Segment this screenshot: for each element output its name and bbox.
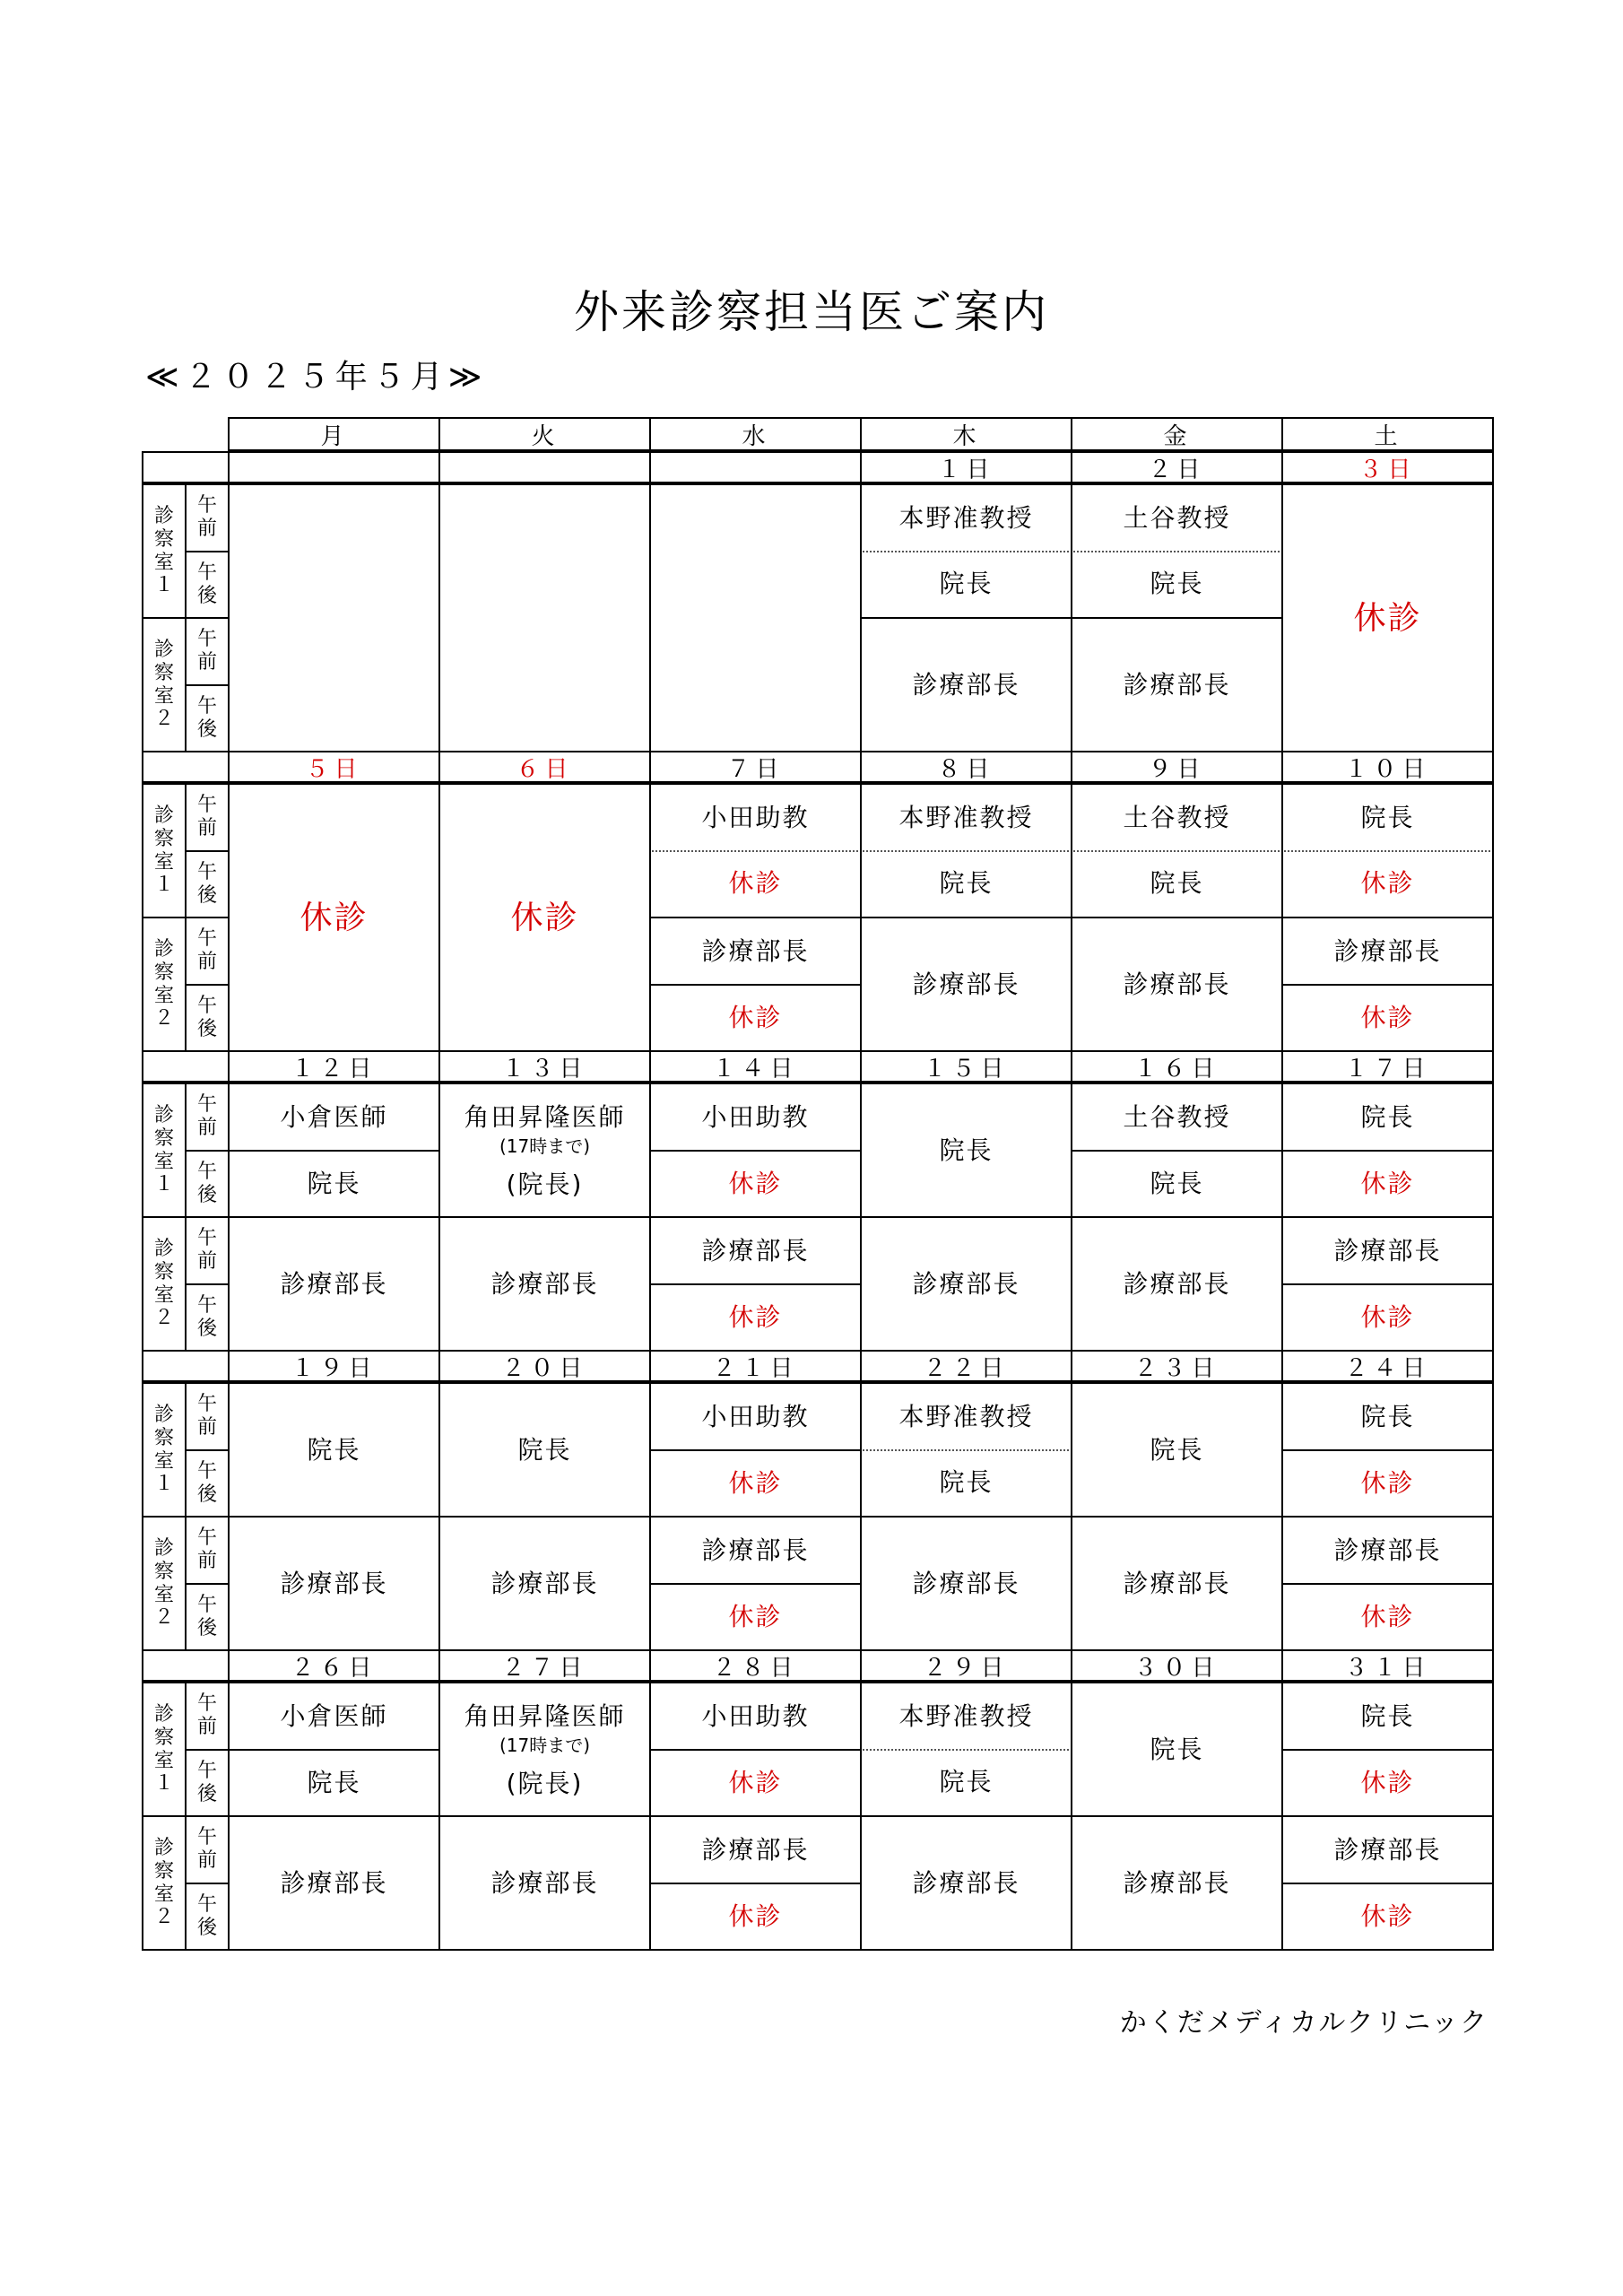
weekday-header [438,417,651,451]
room-label [142,483,187,619]
schedule-slot [860,617,1072,752]
schedule-slot [649,1749,862,1818]
date-cell [228,451,440,483]
slot-content [464,1700,625,1799]
schedule-slot [228,1083,440,1152]
doctor-name: 診療部長 [490,1269,599,1299]
date-label: １３日 [501,1055,588,1083]
period-label-text: 午前 [197,1093,218,1140]
schedule-slot [860,483,1072,552]
date-cell [1071,1050,1283,1083]
closed-label: 休診 [728,1901,783,1932]
clinic-name: かくだメディカルクリニック [1119,2007,1488,2039]
period-label-text: 午後 [197,1160,218,1206]
date-cell [228,1050,440,1083]
date-label: ５日 [305,755,363,783]
date-cell [438,1050,651,1083]
schedule-slot [1281,1815,1494,1884]
period-label-text: 午前 [197,1393,218,1439]
period-label [185,1682,230,1751]
date-label: ３日 [1358,456,1417,483]
closed-label: 休診 [1360,1302,1415,1333]
schedule-slot [649,1682,862,1751]
period-label-text: 午前 [197,794,218,840]
doctor-name: 院長 [1360,1101,1415,1132]
date-cell [228,751,440,783]
schedule-slot [649,783,862,852]
doctor-name: 診療部長 [280,1569,388,1598]
doctor-name: 診療部長 [490,1868,599,1898]
schedule-slot [860,1216,1072,1352]
date-label: ２０日 [501,1354,588,1382]
schedule-slot [1071,1815,1283,1951]
period-label-text: 午後 [197,860,218,907]
closed-label: 休診 [728,1003,783,1033]
doctor-name: 診療部長 [1123,970,1231,999]
weekday-header [860,417,1072,451]
time-note: (17時まで) [499,1135,591,1157]
date-cell [228,1350,440,1382]
date-row-spacer [142,1350,230,1382]
schedule-slot [1071,1682,1283,1817]
schedule-slot [228,1216,440,1352]
period-label [185,1449,230,1518]
weekday-header [649,417,862,451]
doctor-name: 診療部長 [280,1868,388,1898]
date-cell [438,451,651,483]
doctor-name: 本野准教授 [898,1401,1034,1431]
doctor-extra: (院長) [506,1169,584,1199]
period-label [185,1150,230,1219]
weekday-label: 火 [531,422,559,450]
doctor-name: 角田昇隆医師 [464,1101,626,1132]
closed-label: 休診 [728,1169,783,1199]
schedule-slot [1071,1150,1283,1219]
date-label: ７日 [726,755,785,783]
date-cell [438,751,651,783]
date-label: １０日 [1344,755,1431,783]
doctor-name: 診療部長 [1123,670,1231,700]
schedule-slot [860,850,1072,919]
weekday-label: 月 [320,422,348,450]
date-row-spacer [142,1649,230,1682]
period-label [185,1382,230,1451]
schedule-slot [1281,1150,1494,1219]
date-cell [860,1350,1072,1382]
schedule-slot [649,1216,862,1285]
date-label: １日 [937,456,995,483]
period-label [185,984,230,1053]
doctor-name: 診療部長 [1333,935,1442,966]
closed-label: 休診 [1360,1003,1415,1033]
schedule-slot [860,1682,1072,1751]
date-cell [860,1649,1072,1682]
closed-label: 休診 [510,899,579,936]
date-label: １６日 [1133,1055,1220,1083]
date-row-spacer [142,751,230,783]
schedule-slot [1281,850,1494,919]
date-cell [860,1050,1072,1083]
date-cell [438,1350,651,1382]
date-label: ２６日 [291,1654,378,1682]
period-label [185,1283,230,1352]
schedule-slot [438,1083,651,1218]
schedule-slot [228,1382,440,1518]
page-title: 外来診察担当医ご案内 [574,286,1049,338]
period-label [185,1583,230,1652]
schedule-slot [1281,1083,1494,1152]
doctor-name: 院長 [307,1169,361,1199]
schedule-slot [1281,783,1494,852]
schedule-slot [1281,1216,1494,1285]
doctor-name: 診療部長 [701,935,810,966]
month-label: ≪２０２５年５月≫ [145,359,488,396]
closed-label: 休診 [728,1768,783,1798]
date-label: ２２日 [923,1354,1010,1382]
doctor-name: 院長 [1150,1435,1204,1465]
period-label-text: 午後 [197,1459,218,1506]
doctor-name: 診療部長 [1333,1235,1442,1265]
date-cell [649,1350,862,1382]
doctor-name: 院長 [307,1435,361,1465]
doctor-name: 院長 [1360,1401,1415,1431]
date-cell [1281,451,1494,483]
closed-label: 休診 [728,1302,783,1333]
schedule-slot [860,1083,1072,1218]
schedule-slot [1281,984,1494,1053]
schedule-slot [1071,1083,1283,1152]
doctor-name: 院長 [1150,1169,1204,1199]
closed-label: 休診 [1360,1768,1415,1798]
room-label-text: 診察室１ [154,504,175,597]
schedule-slot [649,850,862,919]
schedule-slot [649,1150,862,1219]
doctor-name: 土谷教授 [1123,1101,1231,1132]
doctor-name: 診療部長 [280,1269,388,1299]
period-label-text: 午前 [197,927,218,974]
schedule-slot [1071,1516,1283,1651]
room-label-text: 診察室１ [154,804,175,897]
date-cell [1281,751,1494,783]
closed-label: 休診 [299,899,369,936]
date-label: １５日 [923,1055,1010,1083]
schedule-slot [1071,483,1283,552]
doctor-name: 院長 [1150,868,1204,899]
weekday-label: 水 [742,422,769,450]
period-label [185,1216,230,1285]
doctor-name: 小田助教 [701,802,810,832]
weekday-label: 木 [952,422,980,450]
doctor-name: 診療部長 [1123,1269,1231,1299]
date-cell [860,451,1072,483]
closed-label: 休診 [1360,1468,1415,1499]
period-label-text: 午前 [197,1526,218,1573]
schedule-slot [1281,1449,1494,1518]
schedule-slot [649,1083,862,1152]
date-cell [228,1649,440,1682]
schedule-slot [649,1583,862,1652]
doctor-name: 院長 [939,1467,994,1498]
date-cell [649,1050,862,1083]
schedule-slot [438,1815,651,1951]
doctor-name: 角田昇隆医師 [464,1700,626,1731]
date-label: ２９日 [923,1654,1010,1682]
schedule-slot [649,1815,862,1884]
date-label: ３１日 [1344,1654,1431,1682]
schedule-slot [438,483,651,752]
period-label [185,1815,230,1884]
schedule-slot [1071,617,1283,752]
schedule-slot [860,1449,1072,1518]
date-label: ３０日 [1133,1654,1220,1682]
date-cell [1281,1050,1494,1083]
schedule-slot [1281,1749,1494,1818]
schedule-slot [860,1516,1072,1651]
room-label [142,1815,187,1951]
doctor-name: 小田助教 [701,1401,810,1431]
doctor-name: 土谷教授 [1123,802,1231,832]
date-label: １９日 [291,1354,378,1382]
period-label-text: 午後 [197,1892,218,1939]
period-label-text: 午後 [197,994,218,1040]
schedule-slot [228,483,440,752]
closed-label: 休診 [1360,868,1415,899]
schedule-slot [860,551,1072,620]
weekday-header [1071,417,1283,451]
doctor-name: 院長 [1360,1700,1415,1731]
closed-label: 休診 [1360,1901,1415,1932]
schedule-slot [438,1216,651,1352]
date-label: ２１日 [712,1354,799,1382]
date-cell [438,1649,651,1682]
schedule-slot [1071,783,1283,852]
schedule-slot [228,1815,440,1951]
schedule-slot [649,1449,862,1518]
closed-label: 休診 [1353,599,1422,637]
schedule-slot [1281,1583,1494,1652]
doctor-extra: (院長) [506,1768,584,1798]
room-label [142,917,187,1052]
doctor-name: 小田助教 [701,1101,810,1132]
doctor-name: 院長 [307,1768,361,1798]
weekday-header [1281,417,1494,451]
weekday-header [228,417,440,451]
period-label-text: 午前 [197,1826,218,1873]
room-label-text: 診察室１ [154,1403,175,1496]
closed-label: 休診 [728,1468,783,1499]
closed-label: 休診 [1360,1169,1415,1199]
doctor-name: 院長 [1150,1735,1204,1764]
schedule-slot [1071,1216,1283,1352]
room-label-text: 診察室２ [154,1836,175,1929]
schedule-slot [860,1815,1072,1951]
period-label [185,1516,230,1585]
doctor-name: 本野准教授 [898,1700,1034,1731]
schedule-slot [649,1283,862,1352]
weekday-label: 金 [1163,422,1191,450]
schedule-slot [438,1382,651,1518]
schedule-slot [228,783,440,1052]
date-cell [1071,1649,1283,1682]
doctor-name: 本野准教授 [898,502,1034,533]
weekday-label: 土 [1374,422,1402,450]
period-label-text: 午後 [197,1293,218,1340]
schedule-slot [649,483,862,752]
schedule-slot [1281,1883,1494,1952]
period-label-text: 午後 [197,1593,218,1639]
doctor-name: 診療部長 [701,1834,810,1865]
doctor-name: 診療部長 [912,1569,1020,1598]
date-label: ２３日 [1133,1354,1220,1382]
schedule-slot [649,917,862,986]
doctor-name: 診療部長 [701,1235,810,1265]
doctor-name: 診療部長 [1123,1868,1231,1898]
period-label [185,1083,230,1152]
room-label-text: 診察室１ [154,1702,175,1796]
date-row-spacer [142,451,230,483]
period-label-text: 午後 [197,694,218,741]
doctor-name: 小田助教 [701,1700,810,1731]
room-label-text: 診察室２ [154,937,175,1031]
room-label-text: 診察室２ [154,1536,175,1630]
date-cell [649,751,862,783]
period-label [185,1749,230,1818]
doctor-name: 診療部長 [1333,1535,1442,1565]
date-cell [1071,751,1283,783]
schedule-slot [860,1749,1072,1818]
period-label [185,617,230,686]
date-label: ２４日 [1344,1354,1431,1382]
period-label [185,1883,230,1952]
schedule-slot [1071,1382,1283,1518]
schedule-slot [438,1516,651,1651]
schedule-slot [649,984,862,1053]
date-cell [649,1649,862,1682]
time-note: (17時まで) [499,1734,591,1756]
schedule-slot [860,917,1072,1052]
period-label [185,783,230,852]
date-label: ６日 [516,755,574,783]
date-cell [860,751,1072,783]
schedule-slot [860,1382,1072,1451]
slot-content [464,1101,625,1200]
doctor-name: 院長 [1360,802,1415,832]
room-label-text: 診察室１ [154,1103,175,1196]
period-label-text: 午前 [197,628,218,674]
date-cell [1071,451,1283,483]
doctor-name: 診療部長 [1333,1834,1442,1865]
doctor-name: 診療部長 [1123,1569,1231,1598]
schedule-slot [1281,917,1494,986]
schedule-slot [228,1516,440,1651]
doctor-name: 院長 [517,1435,572,1465]
period-label-text: 午前 [197,1692,218,1739]
period-label-text: 午前 [197,494,218,541]
date-label: １２日 [291,1055,378,1083]
schedule-slot [860,783,1072,852]
doctor-name: 院長 [939,569,994,599]
schedule-slot [1281,483,1494,752]
room-label [142,1516,187,1651]
period-label [185,483,230,552]
doctor-name: 院長 [939,1767,994,1797]
schedule-slot [438,1682,651,1817]
doctor-name: 診療部長 [912,670,1020,700]
room-label [142,783,187,918]
date-cell [1281,1350,1494,1382]
doctor-name: 診療部長 [912,1868,1020,1898]
schedule-slot [228,1749,440,1818]
doctor-name: 院長 [1150,569,1204,599]
schedule-slot [438,783,651,1052]
period-label [185,684,230,753]
room-label-text: 診察室２ [154,638,175,731]
room-label [142,1382,187,1518]
schedule-table [142,417,1492,1957]
doctor-name: 診療部長 [490,1569,599,1598]
schedule-slot [1281,1516,1494,1585]
schedule-slot [649,1516,862,1585]
schedule-slot [1071,551,1283,620]
schedule-slot [649,1382,862,1451]
period-label [185,850,230,919]
date-label: ９日 [1148,755,1206,783]
date-label: １４日 [712,1055,799,1083]
date-label: ２日 [1148,456,1206,483]
period-label-text: 午後 [197,1759,218,1805]
period-label-text: 午後 [197,561,218,607]
schedule-slot [228,1682,440,1751]
doctor-name: 本野准教授 [898,802,1034,832]
doctor-name: 小倉医師 [280,1700,388,1731]
date-label: ８日 [937,755,995,783]
room-label-text: 診察室２ [154,1237,175,1330]
closed-label: 休診 [728,868,783,899]
schedule-slot [649,1883,862,1952]
date-cell [1071,1350,1283,1382]
date-label: ２８日 [712,1654,799,1682]
schedule-slot [1281,1682,1494,1751]
doctor-name: 土谷教授 [1123,502,1231,533]
schedule-slot [228,1150,440,1219]
period-label-text: 午前 [197,1227,218,1274]
closed-label: 休診 [728,1602,783,1632]
doctor-name: 小倉医師 [280,1101,388,1132]
doctor-name: 院長 [939,1135,994,1165]
room-label [142,617,187,752]
doctor-name: 診療部長 [912,970,1020,999]
date-row-spacer [142,1050,230,1083]
room-label [142,1216,187,1352]
date-label: １７日 [1344,1055,1431,1083]
closed-label: 休診 [1360,1602,1415,1632]
room-label [142,1083,187,1218]
schedule-slot [1281,1382,1494,1451]
date-label: ２７日 [501,1654,588,1682]
doctor-name: 院長 [939,868,994,899]
doctor-name: 診療部長 [912,1269,1020,1299]
room-label [142,1682,187,1817]
period-label [185,917,230,986]
schedule-slot [1281,1283,1494,1352]
schedule-slot [1071,917,1283,1052]
doctor-name: 診療部長 [701,1535,810,1565]
schedule-slot [1071,850,1283,919]
period-label [185,551,230,620]
date-cell [649,451,862,483]
date-cell [1281,1649,1494,1682]
